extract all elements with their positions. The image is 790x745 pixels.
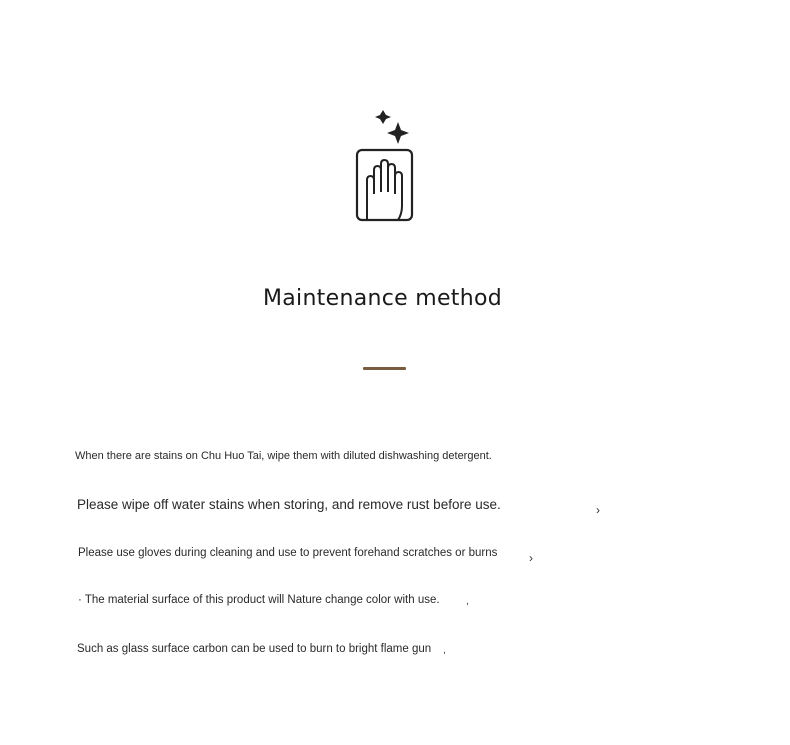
instruction-item: Such as glass surface carbon can be used to burn to bright flame gun (77, 643, 432, 655)
instruction-mark: , (466, 596, 469, 607)
instruction-item: Please wipe off water stains when storing, and remove rust before use. (77, 497, 501, 512)
clean-hand-sparkle-icon (352, 106, 416, 224)
large-sparkle-icon (387, 122, 409, 144)
instruction-mark: › (596, 503, 600, 517)
instruction-item: When there are stains on Chu Huo Tai, wipe them with diluted dishwashing detergent. (75, 450, 492, 462)
instruction-mark: , (443, 645, 446, 656)
instruction-item: · The material surface of this product will Nature change color with use. (78, 594, 440, 606)
small-sparkle-icon (375, 110, 391, 124)
instruction-item: Please use gloves during cleaning and use to prevent forehand scratches or burns (78, 547, 498, 559)
page-title: Maintenance method (262, 286, 503, 311)
instruction-mark: › (529, 551, 533, 565)
title-divider (363, 367, 406, 370)
